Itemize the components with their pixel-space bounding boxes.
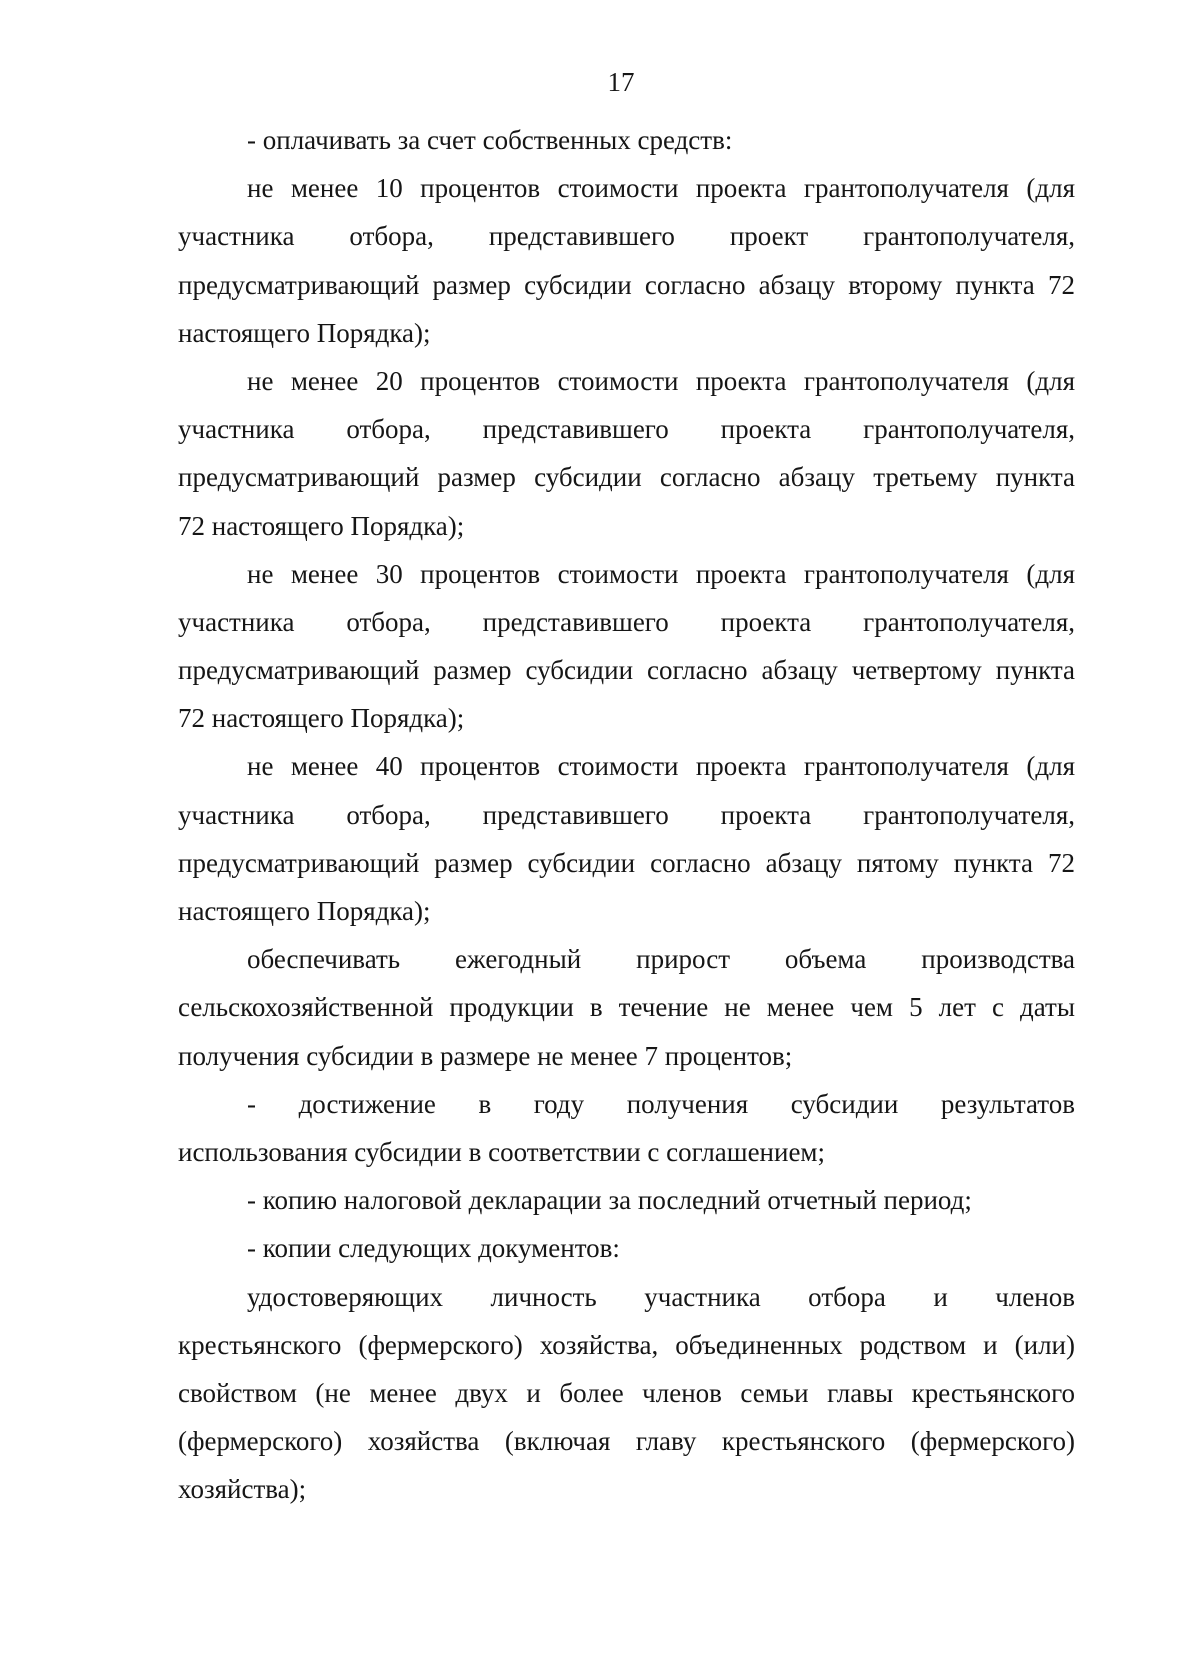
paragraph — [178, 1224, 1075, 1272]
text-line: настоящего Порядка); — [178, 896, 431, 926]
text-line: - достижение в году получения субсидии результатов — [247, 1088, 1075, 1119]
text-line: свойством (не менее двух и более членов семьи главы крестьянского — [178, 1377, 1075, 1408]
text-line: - копию налоговой декларации за последний отчетный период; — [247, 1185, 972, 1216]
document-body — [178, 116, 1075, 1513]
text-line: 72 настоящего Порядка); — [178, 510, 465, 541]
paragraph — [178, 116, 1075, 164]
paragraph — [178, 742, 1075, 935]
paragraph — [178, 1273, 1075, 1514]
text-line: предусматривающий размер субсидии согласно абзацу второму пункта 72 — [178, 269, 1075, 300]
text-line: получения субсидии в размере не менее 7 процентов; — [178, 1040, 793, 1071]
text-line: не менее 10 процентов стоимости проекта грантополучателя (для — [247, 173, 1075, 204]
text-line: (фермерского) хозяйства (включая главу крестьянского (фермерского) — [178, 1426, 1075, 1457]
text-line: предусматривающий размер субсидии согласно абзацу третьему пункта — [178, 462, 1075, 493]
text-line: участника отбора, представившего проект грантополучателя, — [178, 221, 1075, 252]
text-line: 72 настоящего Порядка); — [178, 703, 465, 734]
text-line: обеспечивать ежегодный прирост объема производства — [247, 944, 1075, 975]
text-line: настоящего Порядка); — [178, 317, 431, 348]
text-line: не менее 40 процентов стоимости проекта грантополучателя (для — [247, 751, 1075, 782]
text-line: не менее 20 процентов стоимости проекта грантополучателя (для — [247, 365, 1075, 396]
text-line: участника отбора, представившего проекта грантополучателя, — [178, 414, 1075, 445]
paragraph — [178, 164, 1075, 357]
paragraph — [178, 357, 1075, 550]
paragraph — [178, 1080, 1075, 1176]
text-line: участника отбора, представившего проекта грантополучателя, — [178, 606, 1075, 637]
text-line: предусматривающий размер субсидии согласно абзацу пятому пункта 72 — [178, 847, 1075, 878]
text-line: не менее 30 процентов стоимости проекта грантополучателя (для — [247, 558, 1075, 589]
paragraph — [178, 1176, 1075, 1224]
paragraph — [178, 935, 1075, 1080]
page-number: 17 — [607, 67, 635, 97]
text-line: хозяйства); — [178, 1474, 307, 1505]
text-line: предусматривающий размер субсидии согласно абзацу четвертому пункта — [178, 655, 1075, 686]
text-line: - копии следующих документов: — [247, 1233, 620, 1264]
text-line: удостоверяющих личность участника отбора и членов — [247, 1281, 1075, 1312]
text-line: использования субсидии в соответствии с соглашением; — [178, 1136, 826, 1167]
text-line: сельскохозяйственной продукции в течение не менее чем 5 лет с даты — [178, 992, 1075, 1023]
paragraph — [178, 550, 1075, 743]
text-line: крестьянского (фермерского) хозяйства, объединенных родством и (или) — [178, 1329, 1075, 1360]
text-line: участника отбора, представившего проекта грантополучателя, — [178, 799, 1075, 830]
text-line: - оплачивать за счет собственных средств: — [247, 125, 733, 155]
